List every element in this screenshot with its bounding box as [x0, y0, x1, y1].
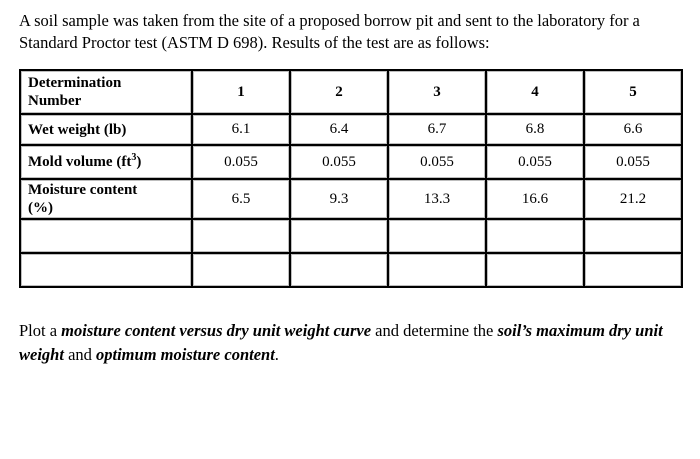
blank-cell [584, 219, 682, 253]
determination-2: 2 [290, 70, 388, 114]
determination-4: 4 [486, 70, 584, 114]
blank-cell [290, 219, 388, 253]
wet-weight-5: 6.6 [584, 114, 682, 145]
mold-volume-1: 0.055 [192, 145, 290, 179]
mold-volume-label-text: Mold volume (ft [28, 154, 132, 170]
task-text-2: and determine the [371, 321, 498, 340]
task-statement [19, 319, 684, 367]
task-text-4: . [274, 345, 279, 364]
blank-row [20, 253, 682, 287]
moisture-content-2: 9.3 [290, 179, 388, 219]
blank-cell [192, 253, 290, 287]
moisture-content-3: 13.3 [388, 179, 486, 219]
mold-volume-2: 0.055 [290, 145, 388, 179]
header-row [20, 70, 682, 114]
mold-volume-row [20, 145, 682, 179]
header-label-line1: Determination [28, 75, 122, 91]
wet-weight-2: 6.4 [290, 114, 388, 145]
wet-weight-row [20, 114, 682, 145]
mold-volume-4: 0.055 [486, 145, 584, 179]
mold-volume-label [20, 145, 192, 179]
mold-volume-5: 0.055 [584, 145, 682, 179]
proctor-results-table [19, 69, 683, 288]
mold-volume-label-close: ) [136, 154, 142, 170]
blank-row [20, 219, 682, 253]
task-emphasis-curve: moisture content versus dry unit weight curve [61, 321, 372, 340]
blank-cell [388, 219, 486, 253]
moisture-content-1: 6.5 [192, 179, 290, 219]
moisture-content-label-line2: (%) [28, 200, 53, 216]
blank-cell [388, 253, 486, 287]
wet-weight-1: 6.1 [192, 114, 290, 145]
problem-intro: A soil sample was taken from the site of a proposed borrow pit and sent to the laboratory for a Standard Proctor test (ASTM D 698). Results of the test are as follows: [19, 11, 640, 52]
moisture-content-row [20, 179, 682, 219]
task-text-3: and [63, 345, 97, 364]
determination-5: 5 [584, 70, 682, 114]
blank-cell [290, 253, 388, 287]
wet-weight-3: 6.7 [388, 114, 486, 145]
blank-cell [486, 253, 584, 287]
blank-cell [20, 219, 192, 253]
wet-weight-4: 6.8 [486, 114, 584, 145]
moisture-content-5: 21.2 [584, 179, 682, 219]
task-emphasis-max-dry-unit-weight: soil’s maximum dry unit weight [19, 321, 663, 364]
task-text-1: Plot a [19, 321, 62, 340]
blank-cell [486, 219, 584, 253]
determination-1: 1 [192, 70, 290, 114]
moisture-content-label-line1: Moisture content [28, 182, 138, 198]
task-emphasis-optimum-moisture: optimum moisture content [96, 345, 275, 364]
determination-3: 3 [388, 70, 486, 114]
blank-cell [584, 253, 682, 287]
mold-volume-label-sup: 3 [131, 152, 137, 163]
header-label-cell [20, 70, 192, 114]
moisture-content-4: 16.6 [486, 179, 584, 219]
moisture-content-label [20, 179, 192, 219]
blank-cell [20, 253, 192, 287]
blank-cell [192, 219, 290, 253]
header-label-line2: Number [28, 93, 82, 109]
mold-volume-3: 0.055 [388, 145, 486, 179]
wet-weight-label: Wet weight (lb) [20, 114, 192, 145]
